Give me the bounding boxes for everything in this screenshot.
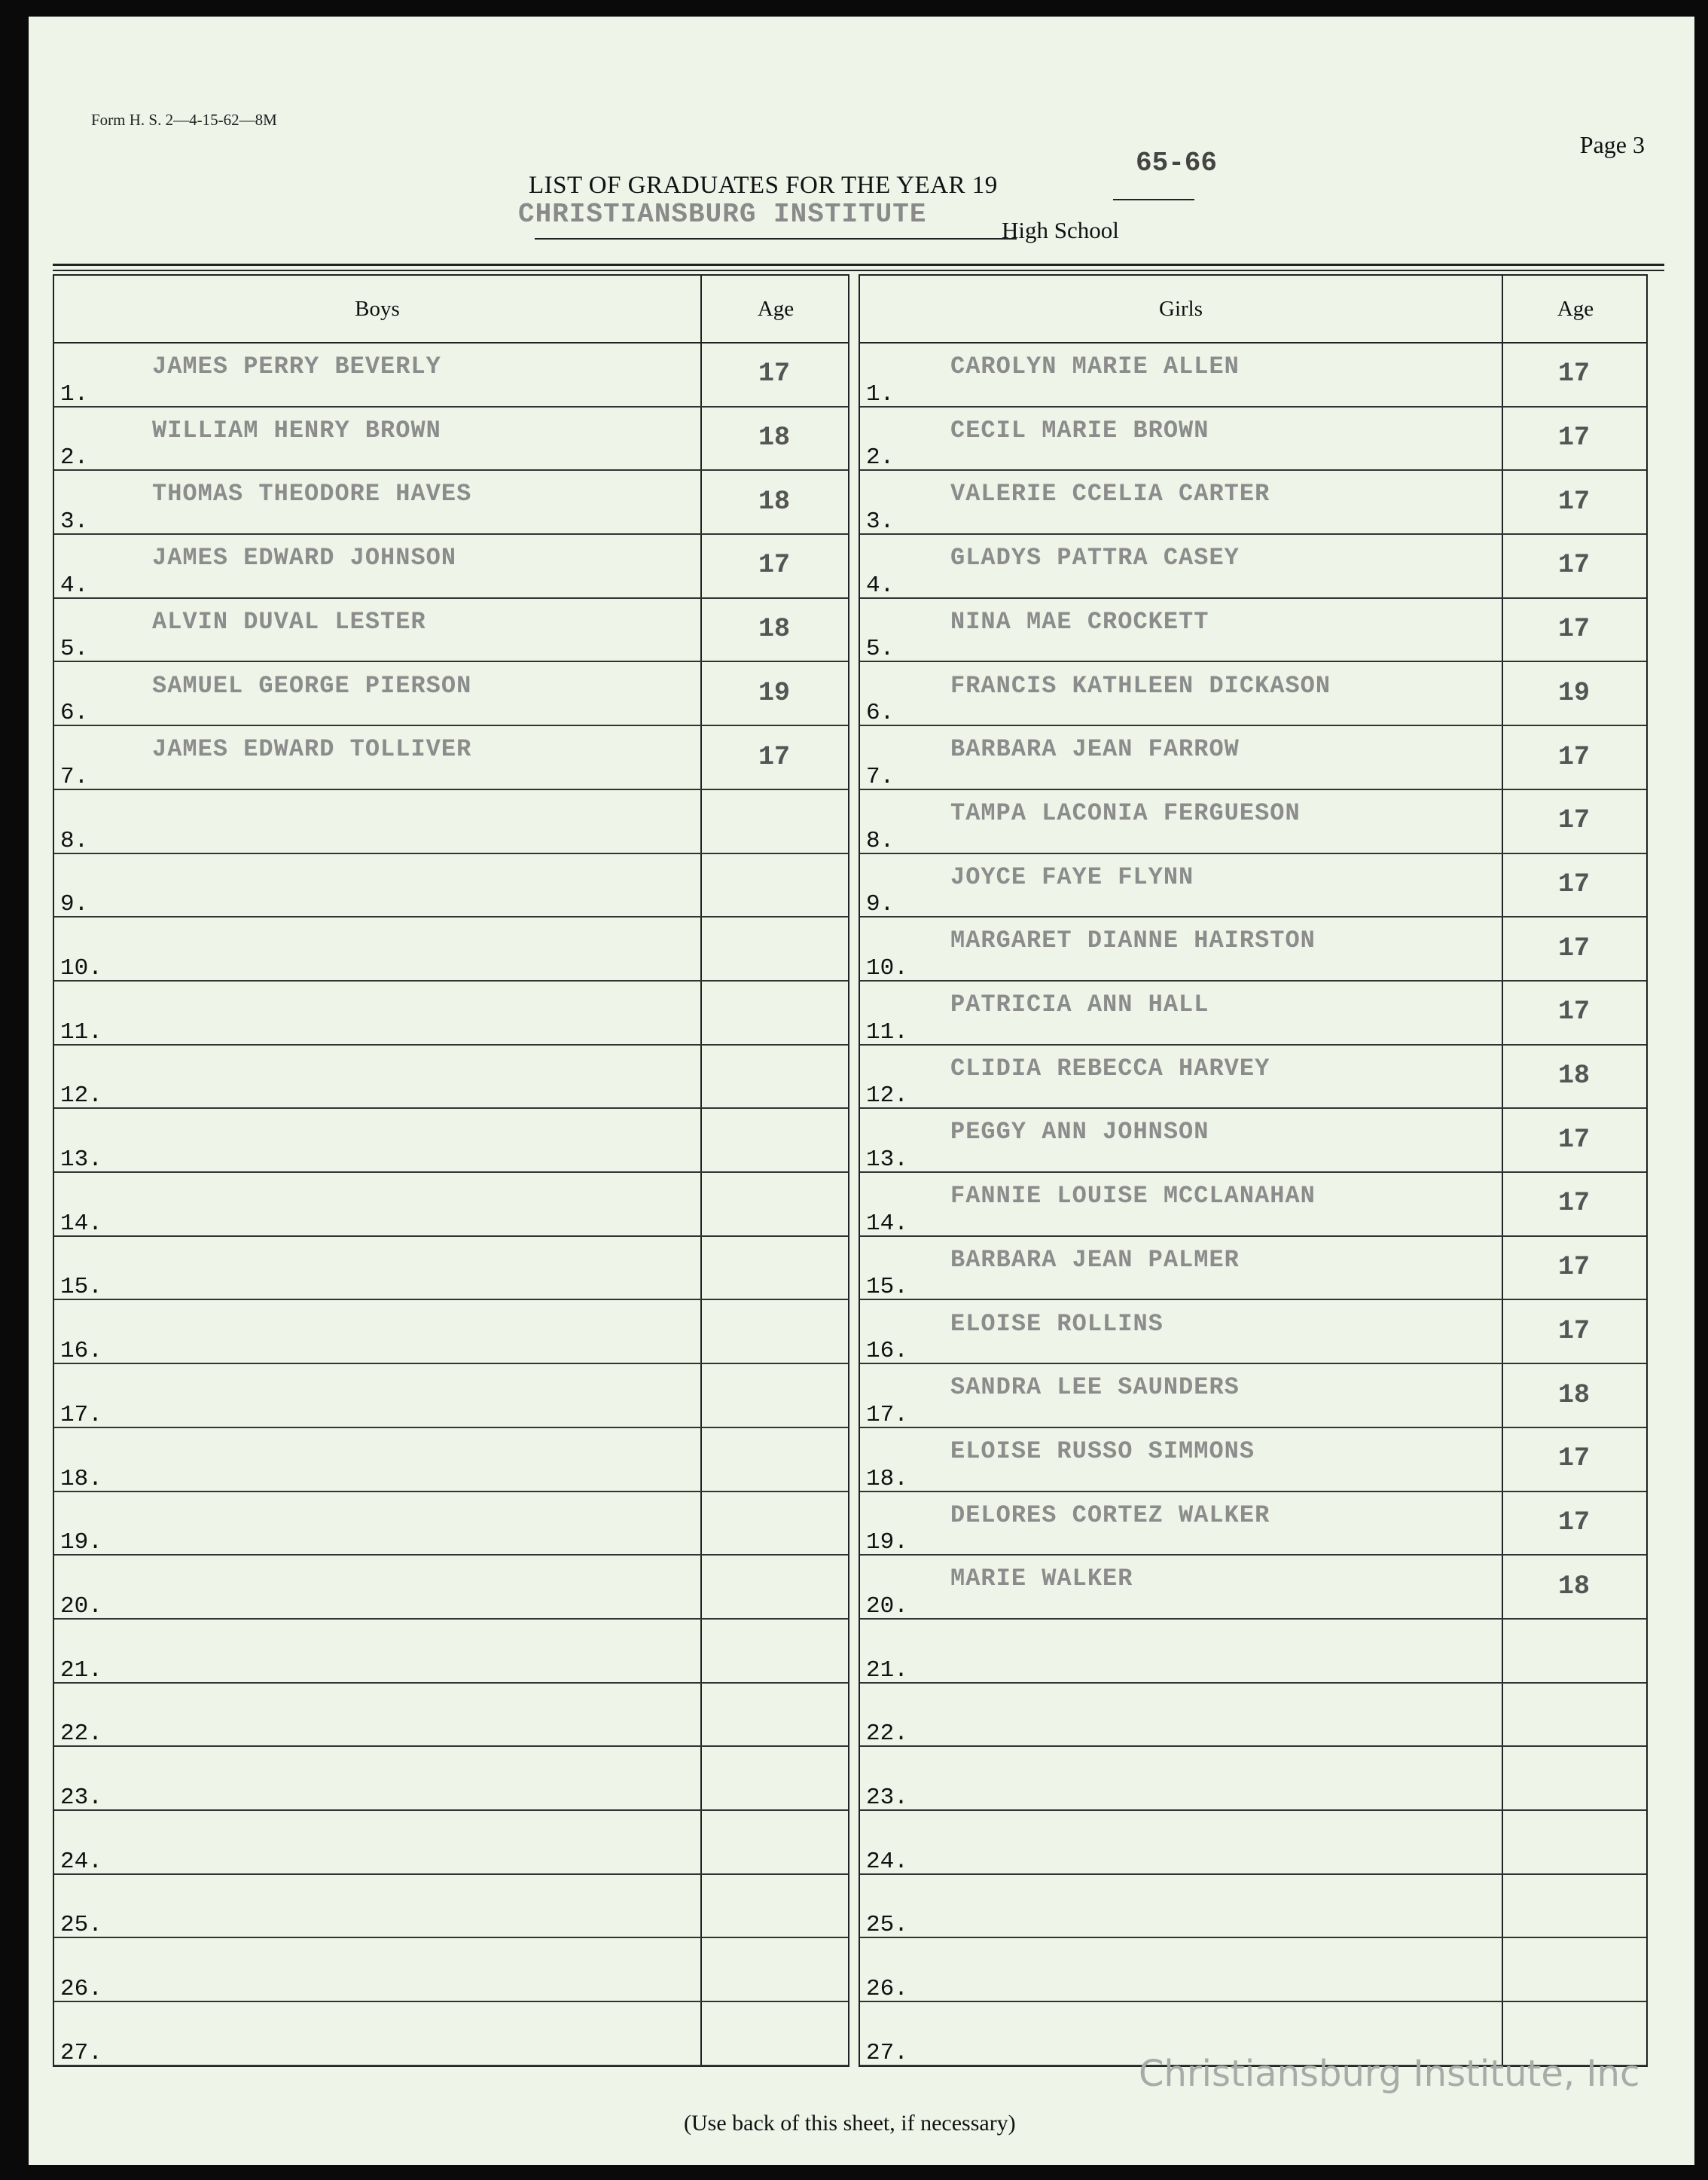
girls-row-number: 17.	[866, 1401, 908, 1428]
girls-row	[860, 980, 1646, 1046]
boys-row	[54, 342, 848, 408]
watermark: Christiansburg Institute, Inc	[1139, 2053, 1640, 2095]
footer-note: (Use back of this sheet, if necessary)	[684, 2111, 1016, 2136]
boys-row-number: 20.	[60, 1592, 102, 1620]
boys-row	[54, 725, 848, 790]
boys-row	[54, 2001, 848, 2066]
boys-row-number: 19.	[60, 1529, 102, 1556]
girls-row	[860, 1873, 1646, 1939]
boys-row	[54, 1873, 848, 1939]
school-underline	[535, 238, 1017, 240]
year-underline	[1113, 199, 1194, 200]
high-school-label: High School	[1002, 217, 1119, 243]
girls-graduate-name: JOYCE FAYE FLYNN	[950, 863, 1194, 891]
girls-row-number: 12.	[866, 1082, 908, 1110]
girls-graduate-age	[1502, 1682, 1646, 1746]
girls-row	[860, 1299, 1646, 1365]
boys-row-number: 1.	[60, 380, 89, 408]
girls-graduate-name: CECIL MARIE BROWN	[950, 416, 1209, 444]
girls-graduate-name: BARBARA JEAN FARROW	[950, 735, 1240, 764]
boys-graduate-age	[700, 1745, 848, 1809]
girls-row	[860, 789, 1646, 854]
boys-row-number: 18.	[60, 1465, 102, 1492]
top-rule	[53, 264, 1664, 266]
girls-graduate-age: 18	[1557, 1379, 1590, 1410]
boys-graduate-age	[700, 1235, 848, 1299]
boys-graduate-age	[700, 980, 848, 1044]
boys-graduate-age: 18	[758, 486, 790, 517]
boys-row	[54, 980, 848, 1046]
boys-row	[54, 1745, 848, 1811]
girls-graduate-age: 17	[1557, 1507, 1590, 1537]
girls-row	[860, 1809, 1646, 1875]
boys-graduate-age	[700, 1044, 848, 1108]
girls-graduate-name: PATRICIA ANN HALL	[950, 991, 1209, 1018]
form-id: Form H. S. 2—4-15-62—8M	[91, 111, 277, 129]
boys-row	[54, 1682, 848, 1748]
boys-graduate-age	[700, 1873, 848, 1937]
boys-row	[54, 1427, 848, 1492]
girls-graduate-age: 17	[1557, 1124, 1590, 1155]
boys-row-number: 9.	[60, 891, 89, 918]
girls-row-number: 3.	[866, 508, 895, 536]
girls-graduate-age: 18	[1557, 1061, 1590, 1092]
girls-row-number: 19.	[866, 1529, 908, 1556]
girls-graduate-name: FRANCIS KATHLEEN DICKASON	[950, 671, 1331, 700]
girls-row-number: 1.	[866, 380, 895, 408]
girls-row	[860, 916, 1646, 982]
boys-graduate-age: 17	[758, 359, 790, 389]
girls-row	[860, 853, 1646, 918]
boys-graduate-age	[700, 1363, 848, 1427]
boys-row	[54, 661, 848, 727]
girls-graduate-age: 17	[1557, 933, 1590, 963]
girls-graduate-age: 17	[1557, 997, 1590, 1027]
girls-row-number: 9.	[866, 891, 895, 918]
girls-row-number: 25.	[866, 1912, 908, 1939]
girls-graduate-age: 18	[1557, 1571, 1590, 1601]
boys-row	[54, 853, 848, 918]
girls-row	[860, 1427, 1646, 1492]
boys-row-number: 8.	[60, 827, 89, 854]
girls-graduate-age	[1502, 1809, 1646, 1873]
girls-row	[860, 1107, 1646, 1173]
boys-graduate-age	[700, 853, 848, 917]
girls-graduate-name: NINA MAE CROCKETT	[950, 607, 1209, 636]
girls-row	[860, 1491, 1646, 1556]
girls-graduate-name: PEGGY ANN JOHNSON	[950, 1118, 1209, 1146]
boys-row	[54, 597, 848, 663]
boys-graduate-age	[700, 789, 848, 853]
girls-graduate-age: 17	[1557, 359, 1590, 389]
boys-row-number: 2.	[60, 444, 89, 472]
girls-row-number: 6.	[866, 700, 895, 727]
boys-row-number: 14.	[60, 1210, 102, 1237]
boys-graduate-age	[700, 1427, 848, 1491]
boys-row-number: 10.	[60, 954, 102, 982]
boys-row	[54, 469, 848, 535]
girls-graduate-age	[1502, 1873, 1646, 1937]
girls-graduate-name: MARGARET DIANNE HAIRSTON	[950, 927, 1316, 955]
girls-row	[860, 1682, 1646, 1748]
boys-graduate-name: JAMES EDWARD TOLLIVER	[152, 735, 472, 764]
girls-graduate-name: CAROLYN MARIE ALLEN	[950, 353, 1240, 380]
girls-row-number: 27.	[866, 2039, 908, 2066]
girls-graduate-name: FANNIE LOUISE MCCLANAHAN	[950, 1182, 1316, 1211]
girls-row-number: 22.	[866, 1720, 908, 1748]
boys-row	[54, 916, 848, 982]
girls-graduate-age	[1502, 1618, 1646, 1682]
boys-row-number: 22.	[60, 1720, 102, 1748]
boys-graduate-age	[700, 1618, 848, 1682]
boys-row-number: 26.	[60, 1976, 102, 2003]
boys-row	[54, 1363, 848, 1428]
girls-row	[860, 1554, 1646, 1620]
girls-graduate-name: ELOISE RUSSO SIMMONS	[950, 1437, 1255, 1465]
girls-row-number: 15.	[866, 1274, 908, 1301]
girls-graduate-age	[1502, 1745, 1646, 1809]
boys-row	[54, 1491, 848, 1556]
boys-row-number: 7.	[60, 763, 89, 790]
girls-graduate-age: 17	[1557, 869, 1590, 899]
boys-row	[54, 1044, 848, 1110]
document-title: LIST OF GRADUATES FOR THE YEAR 19	[529, 172, 998, 199]
boys-graduate-age	[700, 1554, 848, 1618]
girls-graduate-age: 17	[1557, 614, 1590, 645]
boys-row	[54, 789, 848, 854]
boys-row-number: 27.	[60, 2039, 102, 2066]
boys-graduate-age	[700, 1682, 848, 1746]
school-name: CHRISTIANSBURG INSTITUTE	[518, 199, 927, 230]
girls-row-number: 18.	[866, 1465, 908, 1492]
boys-table	[53, 274, 849, 2067]
boys-row	[54, 533, 848, 599]
girls-age-header: Age	[1502, 276, 1648, 343]
boys-row-number: 4.	[60, 572, 89, 599]
girls-row-number: 11.	[866, 1018, 908, 1046]
boys-graduate-age: 18	[758, 423, 790, 453]
girls-row-number: 16.	[866, 1338, 908, 1365]
boys-row	[54, 1937, 848, 2003]
girls-row-number: 4.	[866, 572, 895, 599]
girls-row-number: 13.	[866, 1146, 908, 1174]
girls-graduate-age: 17	[1557, 486, 1590, 517]
girls-row-number: 23.	[866, 1785, 908, 1812]
girls-graduate-age: 17	[1557, 1188, 1590, 1219]
boys-graduate-name: WILLIAM HENRY BROWN	[152, 416, 441, 444]
girls-row-number: 24.	[866, 1848, 908, 1875]
girls-column-header: Girls	[860, 276, 1502, 343]
boys-graduate-age	[700, 1107, 848, 1171]
boys-graduate-age	[700, 1937, 848, 2001]
boys-row	[54, 1299, 848, 1365]
boys-column-header: Boys	[54, 276, 700, 343]
girls-row	[860, 661, 1646, 727]
boys-row	[54, 1618, 848, 1684]
boys-row-number: 3.	[60, 508, 89, 536]
girls-row	[860, 1044, 1646, 1110]
boys-graduate-age	[700, 1491, 848, 1555]
girls-graduate-name: CLIDIA REBECCA HARVEY	[950, 1054, 1270, 1082]
boys-graduate-age	[700, 1299, 848, 1363]
girls-row	[860, 1937, 1646, 2003]
boys-graduate-name: SAMUEL GEORGE PIERSON	[152, 671, 472, 700]
girls-row	[860, 1363, 1646, 1428]
girls-graduate-name: VALERIE CCELIA CARTER	[950, 480, 1270, 508]
boys-graduate-age	[700, 916, 848, 980]
boys-row-number: 17.	[60, 1401, 102, 1428]
girls-row-number: 7.	[866, 763, 895, 790]
boys-graduate-age	[700, 1171, 848, 1235]
boys-row-number: 24.	[60, 1848, 102, 1875]
girls-row	[860, 406, 1646, 472]
girls-row	[860, 1745, 1646, 1811]
girls-row-number: 20.	[866, 1592, 908, 1620]
boys-age-header: Age	[700, 276, 849, 343]
girls-graduate-name: SANDRA LEE SAUNDERS	[950, 1373, 1240, 1402]
boys-graduate-name: ALVIN DUVAL LESTER	[152, 607, 426, 636]
girls-row-number: 8.	[866, 827, 895, 854]
girls-graduate-name: ELOISE ROLLINS	[950, 1309, 1164, 1338]
girls-row	[860, 342, 1646, 408]
girls-graduate-name: MARIE WALKER	[950, 1565, 1133, 1593]
girls-row	[860, 1235, 1646, 1301]
boys-graduate-name: JAMES EDWARD JOHNSON	[152, 544, 457, 572]
boys-row	[54, 1171, 848, 1237]
girls-graduate-age: 17	[1557, 1252, 1590, 1283]
boys-row-number: 15.	[60, 1274, 102, 1301]
girls-row-number: 14.	[866, 1210, 908, 1237]
girls-row	[860, 533, 1646, 599]
girls-graduate-name: DELORES CORTEZ WALKER	[950, 1501, 1270, 1529]
girls-row	[860, 597, 1646, 663]
boys-graduate-age	[700, 1809, 848, 1873]
boys-row	[54, 1809, 848, 1875]
girls-graduate-age	[1502, 1937, 1646, 2001]
girls-graduate-age: 17	[1557, 423, 1590, 453]
girls-graduate-age: 19	[1557, 677, 1590, 708]
boys-graduate-name: JAMES PERRY BEVERLY	[152, 353, 441, 380]
boys-row	[54, 406, 848, 472]
girls-row-number: 21.	[866, 1656, 908, 1684]
girls-row	[860, 469, 1646, 535]
boys-graduate-age: 17	[758, 741, 790, 772]
girls-graduate-age: 17	[1557, 1315, 1590, 1346]
girls-row-number: 5.	[866, 636, 895, 663]
girls-row	[860, 725, 1646, 790]
page-number: Page 3	[1579, 131, 1645, 158]
girls-graduate-age: 17	[1557, 550, 1590, 581]
boys-graduate-age: 18	[758, 614, 790, 645]
graduation-year: 65-66	[1136, 148, 1218, 179]
boys-row-number: 13.	[60, 1146, 102, 1174]
girls-graduate-name: BARBARA JEAN PALMER	[950, 1245, 1240, 1274]
boys-row-number: 6.	[60, 700, 89, 727]
top-rule-secondary	[53, 270, 1664, 271]
boys-row	[54, 1554, 848, 1620]
boys-graduate-age: 17	[758, 550, 790, 581]
boys-row-number: 21.	[60, 1656, 102, 1684]
girls-row	[860, 1171, 1646, 1237]
boys-row-number: 25.	[60, 1912, 102, 1939]
girls-row-number: 26.	[866, 1976, 908, 2003]
girls-row-number: 10.	[866, 954, 908, 982]
girls-graduate-age: 17	[1557, 741, 1590, 772]
boys-graduate-name: THOMAS THEODORE HAVES	[152, 480, 472, 508]
girls-row	[860, 1618, 1646, 1684]
boys-row-number: 12.	[60, 1082, 102, 1110]
girls-graduate-age: 17	[1557, 1443, 1590, 1474]
boys-row-number: 5.	[60, 636, 89, 663]
boys-row-number: 23.	[60, 1785, 102, 1812]
boys-graduate-age	[700, 2001, 848, 2065]
boys-row	[54, 1235, 848, 1301]
boys-row-number: 16.	[60, 1338, 102, 1365]
girls-graduate-age: 17	[1557, 805, 1590, 836]
boys-graduate-age: 19	[758, 677, 790, 708]
boys-row-number: 11.	[60, 1018, 102, 1046]
boys-row	[54, 1107, 848, 1173]
girls-graduate-name: GLADYS PATTRA CASEY	[950, 544, 1240, 572]
girls-graduate-name: TAMPA LACONIA FERGUESON	[950, 798, 1301, 827]
girls-row-number: 2.	[866, 444, 895, 472]
girls-table	[859, 274, 1648, 2067]
